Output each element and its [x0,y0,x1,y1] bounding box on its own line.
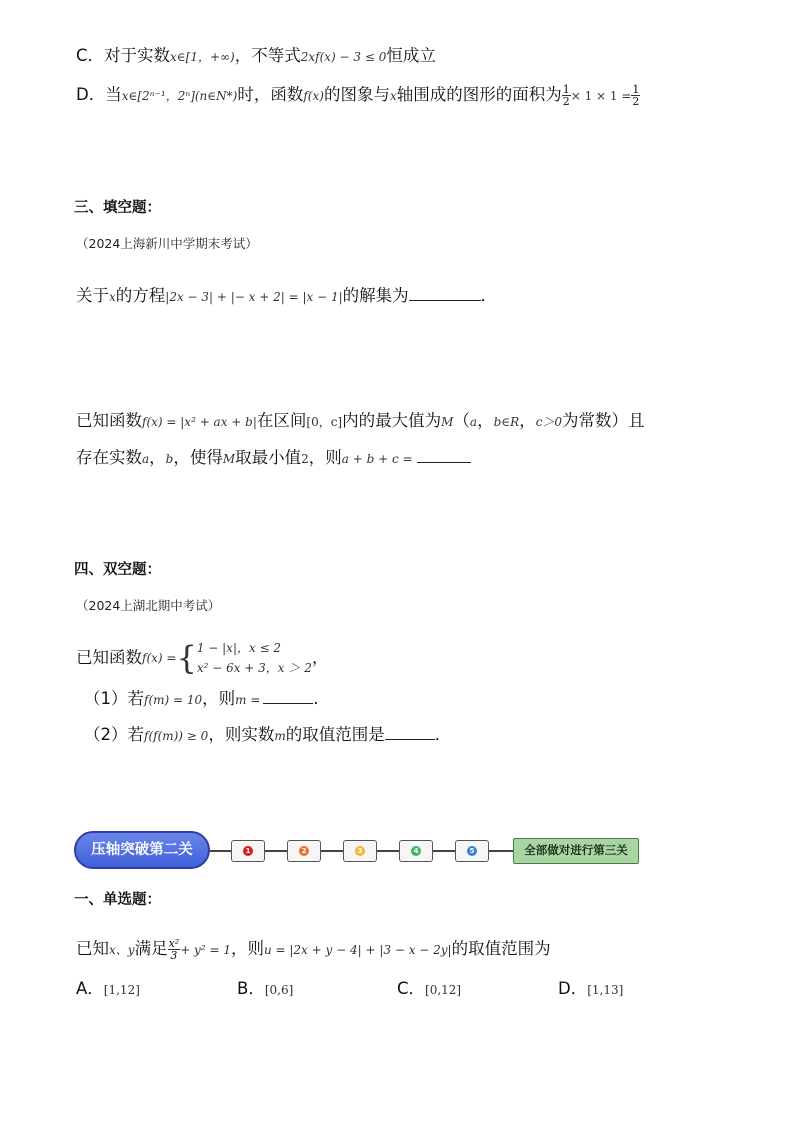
piecewise-cases [197,638,312,678]
text: ，则 [202,689,236,708]
step-dot: 4 [411,846,421,856]
text: （1）若 [84,689,144,708]
progress-step-5 [455,840,489,862]
choice-option-b[interactable] [237,978,293,1001]
math-expr: a + b + c = [341,452,413,466]
text: 存在实数 [76,448,142,467]
text: （ [453,411,470,430]
answer-blank[interactable] [263,689,313,704]
math-expr: 2xf(x) − 3 ≤ 0 [300,50,387,64]
math-expr: |2x − 3| + |− x + 2| = |x − 1| [165,290,343,304]
math-expr: f(x) [303,89,324,103]
step-dot: 2 [299,846,309,856]
option-value: [1,13] [587,983,624,997]
text: 的取值范围为 [451,939,551,958]
fraction [168,938,181,961]
text: 在区间 [256,411,307,430]
question-range [76,938,551,961]
progress-step-3 [343,840,377,862]
math-expr: × 1 × 1 = [570,89,632,103]
choice-option-d[interactable] [558,978,623,1001]
text: 时，函数 [237,85,304,104]
math-expr: x∈[2ⁿ⁻¹，2ⁿ](n∈N*) [121,89,238,103]
option-label: D． [558,979,588,998]
case-2: x² − 6x + 3，x ＞ 2 [196,661,312,675]
section-heading-single-choice: 一、单选题： [74,892,161,908]
option-label: C． [76,46,105,65]
option-value: [0,12] [425,983,462,997]
text: 的解集为 [342,286,409,305]
text: ． [480,286,498,305]
case-1: 1 − |x|，x ≤ 2 [196,641,282,655]
text: 关于 [76,286,109,305]
frac-den: 2 [632,95,640,108]
text: 已知函数 [76,411,142,430]
question-source: （2024上湖北期中考试） [76,598,221,613]
math-expr: f(x) = |x² + ax + b| [142,415,257,429]
progress-step-4 [399,840,433,862]
math-expr: b [165,452,174,466]
frac-den: 2 [562,95,570,108]
math-expr: f(m) = 10 [144,693,203,707]
choice-option-c[interactable] [397,978,461,1001]
option-label: A． [76,979,104,998]
math-expr: u = |2x + y − 4| + |3 − x − 2y| [263,943,452,957]
text: ，使得 [173,448,223,467]
text: ，不等式 [234,46,301,65]
text: 轴围成的图形的面积为 [396,85,562,104]
text: 已知 [76,939,109,958]
math-expr: c＞0 [535,415,563,429]
option-label: C． [397,979,426,998]
step-dot: 5 [467,846,477,856]
question-equation [76,285,497,308]
math-expr: [0，c] [306,415,343,429]
text: 已知函数 [76,648,142,667]
text: ， [311,648,329,667]
text: ，则 [308,448,342,467]
text: 内的最大值为 [342,411,442,430]
math-expr: x、y [109,943,135,957]
frac-den: 3 [170,949,178,962]
text: 满足 [134,939,168,958]
math-expr: 2 [301,452,309,466]
option-d[interactable] [76,84,640,107]
text: 的方程 [115,286,166,305]
math-expr: a [142,452,150,466]
text: 当 [105,85,122,104]
text: ， [149,448,166,467]
text: 为常数）且 [562,411,645,430]
option-value: [0,6] [264,983,294,997]
math-expr: x [109,290,116,304]
text: ，则 [230,939,264,958]
text: 取最小值 [235,448,302,467]
fraction [631,84,640,107]
level-progress-banner [74,831,640,871]
frac-num: 1 [562,83,570,96]
answer-blank[interactable] [409,286,481,301]
math-expr: x [389,89,397,103]
math-expr: f(x) = [142,651,177,665]
final-level-box: 全部做对进行第三关 [513,838,639,864]
subquestion-1 [84,688,330,711]
step-dot: 1 [243,846,253,856]
answer-blank[interactable] [385,725,435,740]
question-function-max [76,410,645,433]
text: ， [519,411,536,430]
math-expr: x∈[1，+∞) [170,50,235,64]
option-c[interactable] [76,45,436,68]
math-expr: M [441,415,454,429]
text: （2）若 [84,725,144,744]
section-heading-double-blank: 四、双空题： [74,562,161,578]
math-expr: b∈R [493,415,520,429]
option-label: B． [237,979,265,998]
option-label: D． [76,85,106,104]
progress-step-2 [287,840,321,862]
option-value: [1,12] [103,983,140,997]
math-expr: a [469,415,478,429]
text: ． [313,689,330,708]
progress-step-1 [231,840,265,862]
answer-blank[interactable] [417,448,471,463]
math-expr: + y² = 1 [180,943,231,957]
frac-num: 1 [632,83,640,96]
piecewise-function [76,638,328,678]
question-function-max-line2 [76,447,471,470]
step-dot: 3 [355,846,365,856]
text: ． [434,725,452,744]
math-expr: m = [235,693,261,707]
text: ， [477,411,494,430]
section-heading-fill-blank: 三、填空题： [74,200,161,216]
choice-option-a[interactable] [76,978,140,1001]
text: 对于实数 [104,46,171,65]
text: 恒成立 [386,46,436,65]
level-title-pill: 压轴突破第二关 [74,831,210,869]
text: 的图象与 [323,85,390,104]
text: ，则实数 [208,725,275,744]
brace: { [176,639,197,677]
fraction [562,84,571,107]
frac-num: x² [168,937,180,950]
text: 的取值范围是 [285,725,385,744]
subquestion-2 [84,724,451,747]
question-source: （2024上海新川中学期末考试） [76,236,258,251]
math-expr: m [274,729,286,743]
math-expr: f(f(m)) ≥ 0 [144,729,209,743]
math-expr: M [222,452,236,466]
